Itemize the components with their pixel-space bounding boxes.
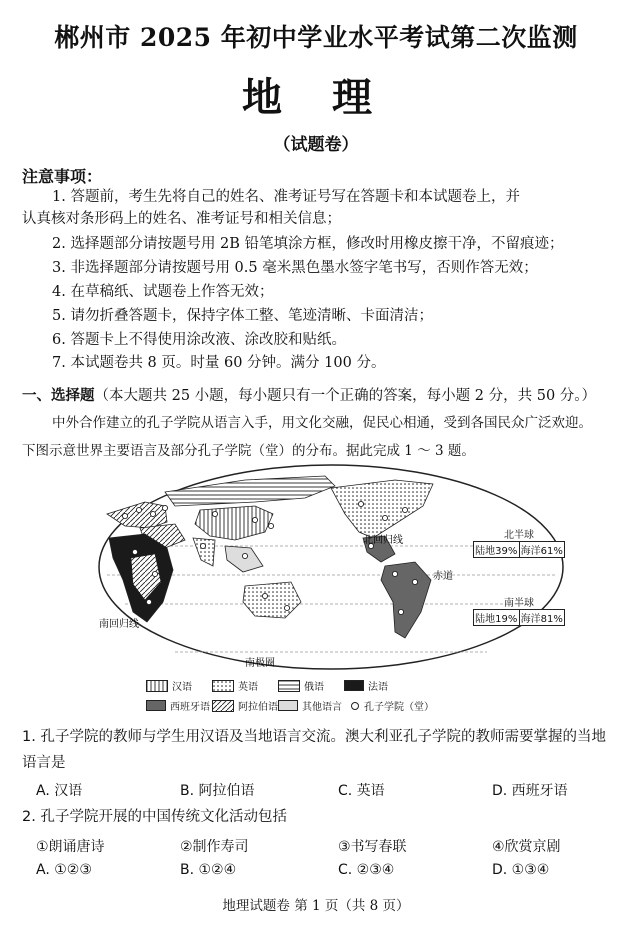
legend-item <box>212 698 278 713</box>
spanish-swatch-icon <box>146 700 166 711</box>
q2-option-b[interactable]: B. ①②④ <box>180 862 237 878</box>
q1-option-d[interactable]: D. 西班牙语 <box>492 783 568 799</box>
legend-item <box>278 678 324 693</box>
legend-item <box>212 678 258 693</box>
question-line: 语言是 <box>22 755 66 771</box>
legend-item <box>146 698 210 713</box>
legend-label: 西班牙语 <box>170 702 210 713</box>
north-hemisphere-box <box>473 526 565 558</box>
subject-title: 地 理 <box>242 74 390 121</box>
chinese-swatch-icon <box>146 680 168 692</box>
q2-option-c[interactable]: C. ②③④ <box>338 862 395 878</box>
notice-heading: 注意事项： <box>22 167 103 186</box>
legend-label: 阿拉伯语 <box>238 702 278 713</box>
q2-option-a[interactable]: A. ①②③ <box>36 862 92 878</box>
south-land: 陆地19% <box>474 610 520 625</box>
notice-line: 5. 请勿折叠答题卡，保持字体工整、笔迹清晰、卡面清洁； <box>52 308 433 324</box>
q2-item: ③书写春联 <box>338 839 407 855</box>
antarctic-circle-label: 南极圈 <box>245 658 275 669</box>
notice-line: 4. 在草稿纸、试题卷上作答无效； <box>52 284 274 300</box>
legend-item <box>350 698 434 713</box>
paper-type: （试题卷） <box>273 135 359 155</box>
legend-label: 英语 <box>238 682 258 693</box>
question-2-text: 2. 孔子学院开展的中国传统文化活动包括 <box>22 809 287 825</box>
map-legend <box>140 676 510 720</box>
q2-item: ①朗诵唐诗 <box>36 839 105 855</box>
q2-item: ②制作寿司 <box>180 839 249 855</box>
q2-item: ④欣赏京剧 <box>492 839 561 855</box>
french-swatch-icon <box>344 680 364 691</box>
exam-title: 郴州市 2025 年初中学业水平考试第二次监测 <box>54 23 578 52</box>
legend-item <box>146 678 192 693</box>
tropic-cancer-label: 北回归线 <box>363 535 403 546</box>
equator-label: 赤道 <box>433 571 453 582</box>
south-hemisphere-box <box>473 594 565 626</box>
notice-line: 7. 本试题卷共 8 页。时量 60 分钟。满分 100 分。 <box>52 355 386 371</box>
south-hemisphere-label: 南半球 <box>504 598 534 609</box>
legend-label: 俄语 <box>304 682 324 693</box>
world-language-map <box>95 462 567 672</box>
intro-line: 中外合作建立的孔子学院从语言入手，用文化交融，促民心相通，受到各国民众广泛欢迎。 <box>52 415 592 431</box>
legend-label: 汉语 <box>172 682 192 693</box>
other-language-swatch-icon <box>278 700 298 711</box>
north-land: 陆地39% <box>474 542 520 557</box>
q1-option-b[interactable]: B. 阿拉伯语 <box>180 783 255 799</box>
section-heading <box>22 384 596 405</box>
legend-label: 孔子学院（堂） <box>364 702 434 713</box>
confucius-institute-marker-icon <box>350 701 360 711</box>
north-hemisphere-label: 北半球 <box>504 530 534 541</box>
notice-line: 6. 答题卡上不得使用涂改液、涂改胶和贴纸。 <box>52 332 346 348</box>
page-footer: 地理试题卷 第 1 页（共 8 页） <box>222 898 410 914</box>
english-swatch-icon <box>212 680 234 692</box>
intro-line: 下图示意世界主要语言及部分孔子学院（堂）的分布。据此完成 1 ～ 3 题。 <box>22 443 475 459</box>
q1-option-c[interactable]: C. 英语 <box>338 783 385 799</box>
legend-label: 其他语言 <box>302 702 342 713</box>
notice-line: 1. 答题前，考生先将自己的姓名、准考证号写在答题卡和本试题卷上，并 <box>52 189 520 205</box>
notice-line: 2. 选择题部分请按题号用 2B 铅笔填涂方框，修改时用橡皮擦干净，不留痕迹； <box>52 236 564 252</box>
notice-line: 3. 非选择题部分请按题号用 0.5 毫米黑色墨水签字笔书写，否则作答无效； <box>52 260 538 276</box>
south-ocean: 海洋81% <box>520 614 563 625</box>
section-desc: （本大题共 25 小题，每小题只有一个正确的答案，每小题 2 分，共 50 分。） <box>94 388 597 404</box>
q1-option-a[interactable]: A. 汉语 <box>36 783 83 799</box>
north-ocean: 海洋61% <box>520 546 563 557</box>
russian-swatch-icon <box>278 680 300 692</box>
legend-item <box>344 678 388 693</box>
question-line: 1. 孔子学院的教师与学生用汉语及当地语言交流。澳大利亚孔子学院的教师需要掌握的当地 <box>22 729 606 745</box>
notice-line: 认真核对条形码上的姓名、准考证号和相关信息； <box>22 211 341 227</box>
question-1-text <box>22 724 614 776</box>
arabic-swatch-icon <box>212 700 234 712</box>
legend-label: 法语 <box>368 682 388 693</box>
legend-item <box>278 698 342 713</box>
q2-option-d[interactable]: D. ①③④ <box>492 862 550 878</box>
tropic-capricorn-label: 南回归线 <box>99 619 139 630</box>
section-title: 一、选择题 <box>22 388 95 404</box>
